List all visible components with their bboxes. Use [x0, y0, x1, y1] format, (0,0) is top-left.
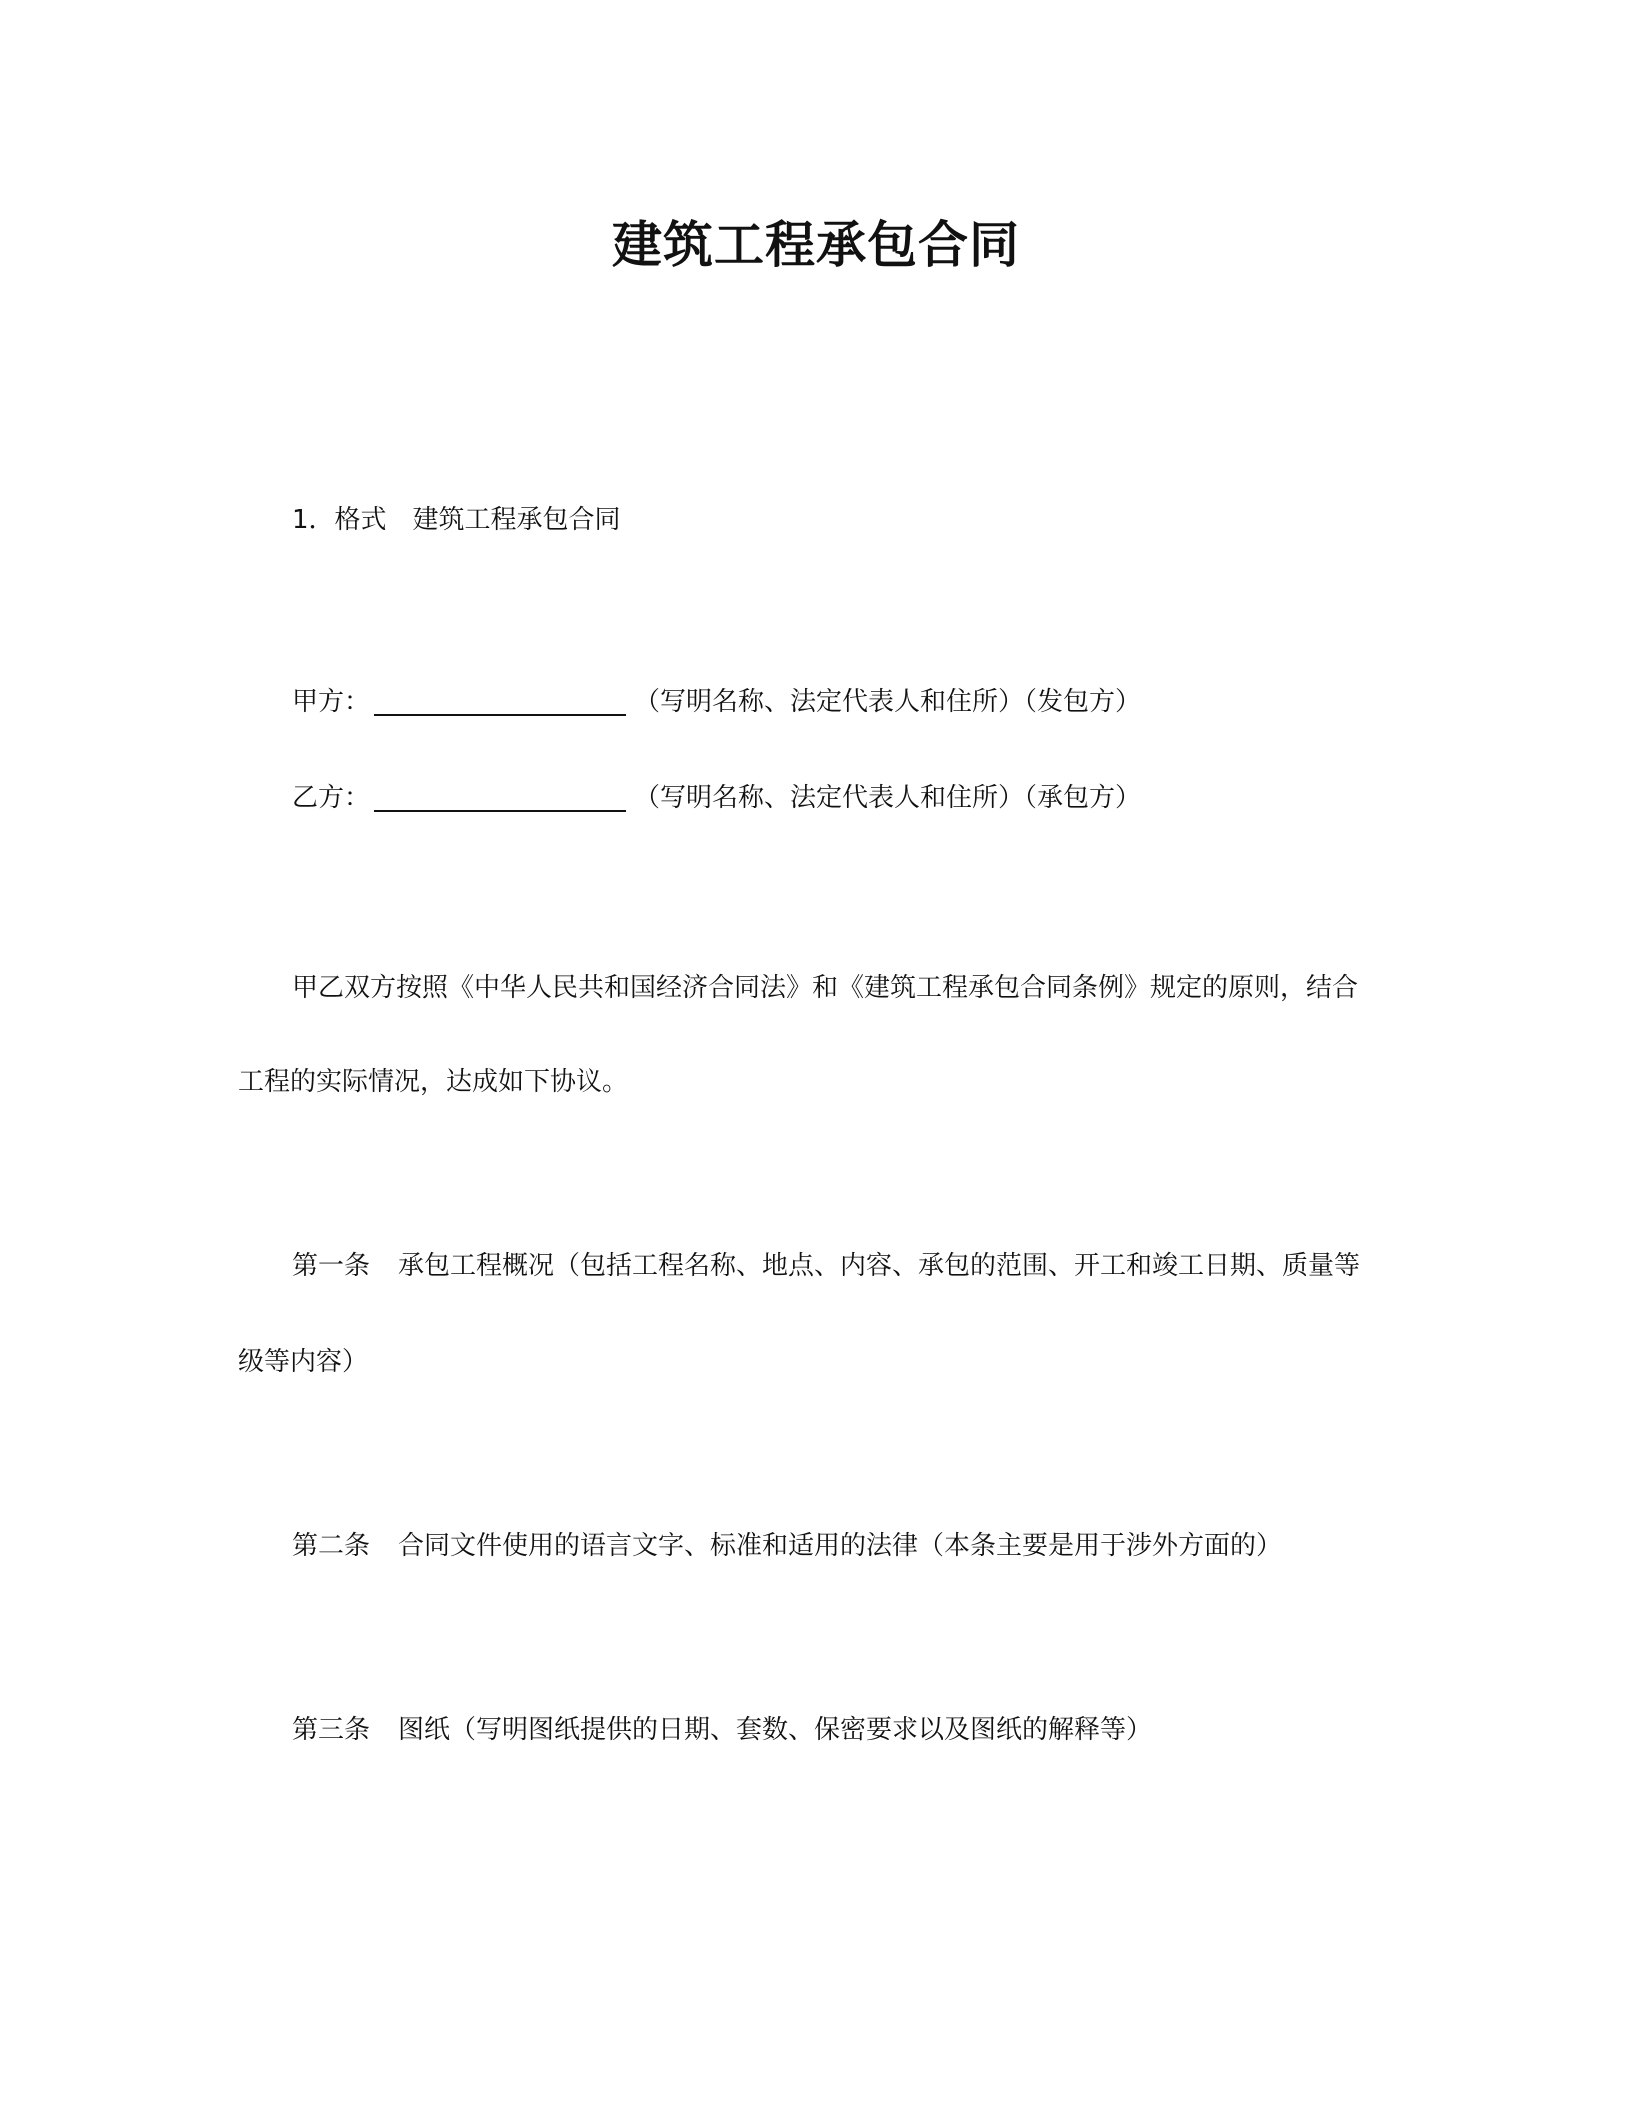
- article-1-line-1: [292, 1246, 1360, 1286]
- party-a-line: [292, 682, 1141, 722]
- party-a-label: 甲方：: [292, 687, 371, 717]
- article-1-number: 第一条: [292, 1251, 371, 1281]
- format-number: 1．格式: [292, 505, 387, 535]
- article-2-text: 合同文件使用的语言文字、标准和适用的法律（本条主要是用于涉外方面的）: [398, 1531, 1283, 1561]
- party-b-line: [292, 778, 1141, 818]
- preamble-line-2: 工程的实际情况，达成如下协议。: [238, 1067, 629, 1097]
- party-b-note: （写明名称、法定代表人和住所）（承包方）: [634, 783, 1142, 813]
- article-1-line-2: 级等内容）: [238, 1347, 369, 1377]
- party-a-note: （写明名称、法定代表人和住所）（发包方）: [634, 687, 1142, 717]
- preamble-line-1: 甲乙双方按照《中华人民共和国经济合同法》和《建筑工程承包合同条例》规定的原则，结合: [292, 973, 1359, 1003]
- format-line: [292, 500, 621, 540]
- article-3-line: [292, 1710, 1152, 1750]
- page-title: 建筑工程承包合同: [612, 216, 1020, 274]
- format-name: 建筑工程承包合同: [412, 505, 621, 535]
- party-b-blank[interactable]: [374, 780, 626, 812]
- article-2-line: [292, 1526, 1282, 1566]
- article-2-number: 第二条: [292, 1531, 371, 1561]
- article-3-number: 第三条: [292, 1715, 371, 1745]
- article-3-text: 图纸（写明图纸提供的日期、套数、保密要求以及图纸的解释等）: [398, 1715, 1153, 1745]
- party-b-label: 乙方：: [292, 783, 371, 813]
- article-1-text: 承包工程概况（包括工程名称、地点、内容、承包的范围、开工和竣工日期、质量等: [398, 1251, 1361, 1281]
- party-a-blank[interactable]: [374, 684, 626, 716]
